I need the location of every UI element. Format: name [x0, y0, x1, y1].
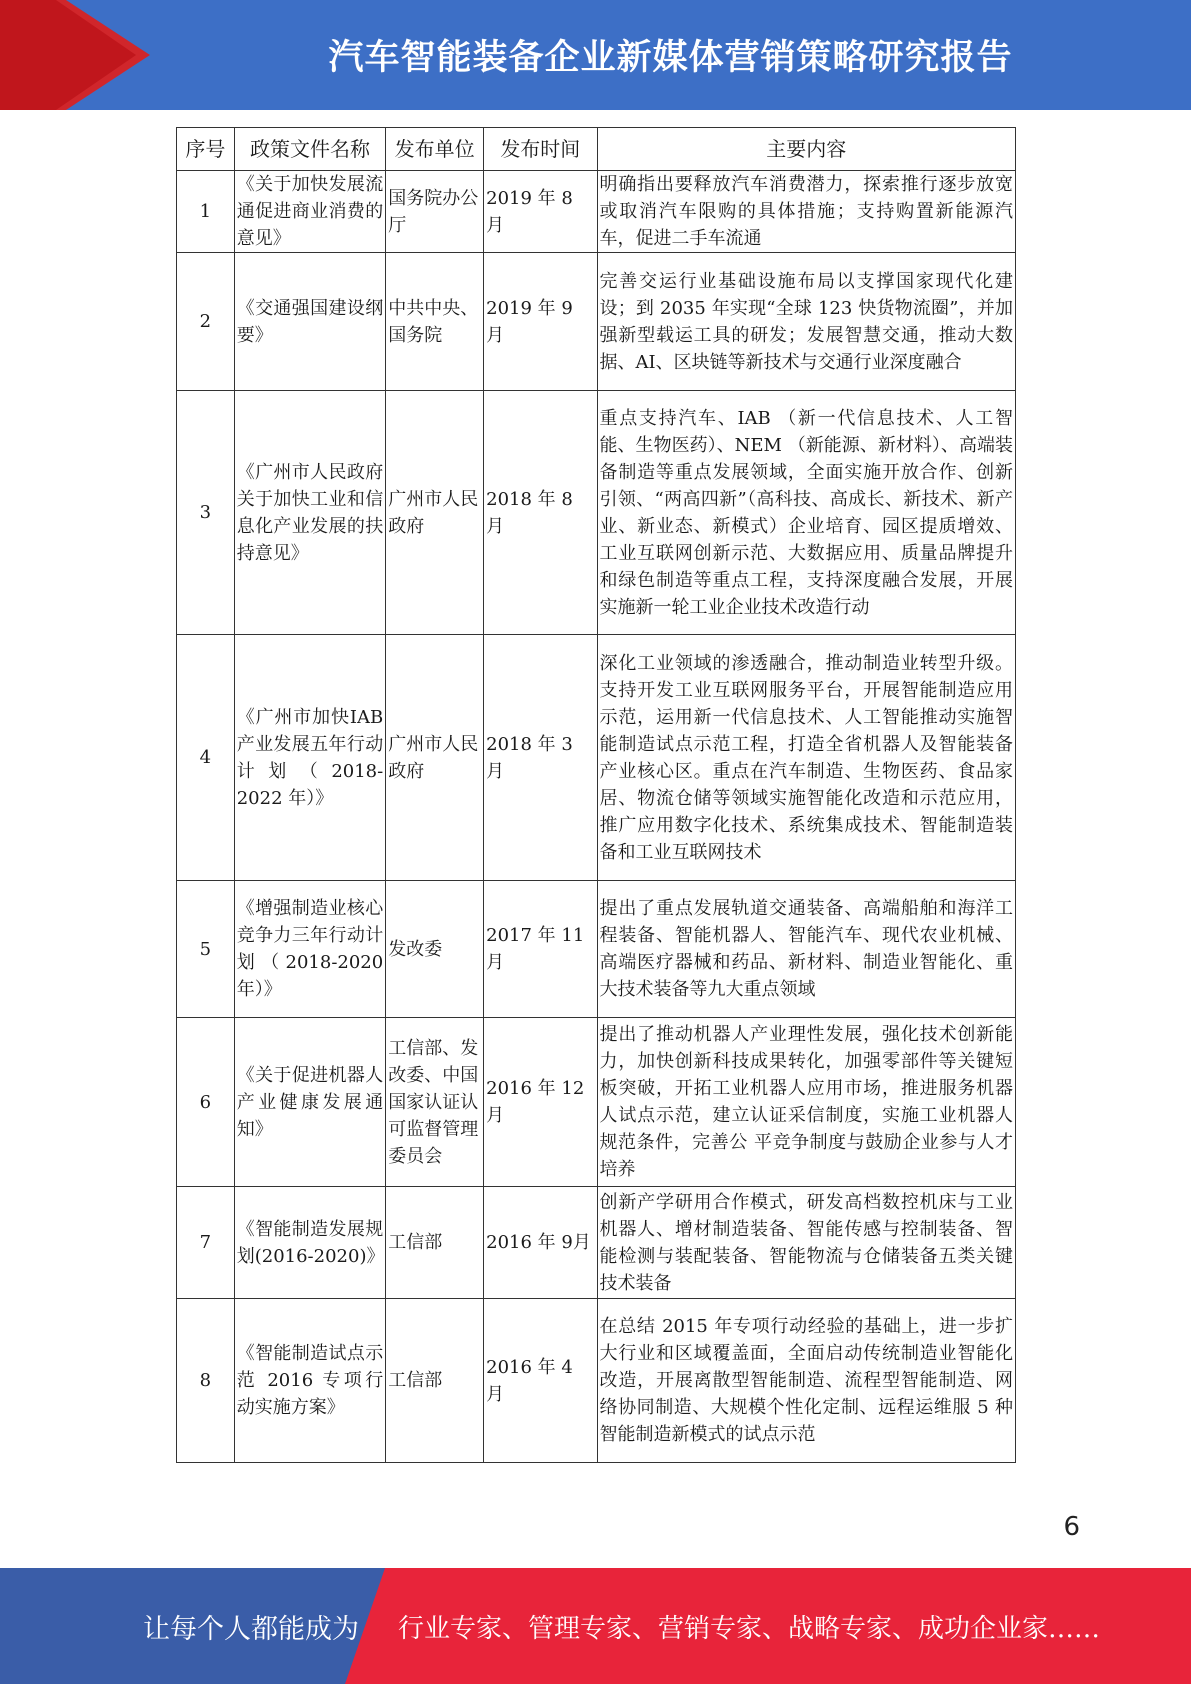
row-content: 在总结 2015 年专项行动经验的基础上，进一步扩大行业和区域覆盖面，全面启动传统制造业智能化改造，开展离散型智能制造、流程型智能制造、网络协同制造、大规模个性化定制、远程运维服 5 种智能制造新模式的试点示范 [597, 1299, 1016, 1463]
report-title: 汽车智能装备企业新媒体营销策略研究报告 [328, 38, 1013, 78]
table-header-row [177, 128, 1016, 171]
header-arrow-decoration-inner [0, 0, 140, 110]
row-date: 2016 年 9月 [484, 1187, 597, 1299]
row-content: 明确指出要释放汽车消费潜力，探索推行逐步放宽或取消汽车限购的具体措施；支持购置新能源汽车，促进二手车流通 [597, 171, 1016, 253]
column-header-content: 主要内容 [597, 128, 1016, 171]
row-content: 提出了推动机器人产业理性发展，强化技术创新能力，加快创新科技成果转化，加强零部件等关键短板突破，开拓工业机器人应用市场，推进服务机器人试点示范，建立认证采信制度，实施工业机器人规范条件，完善公 平竞争制度与鼓励企业参与人才培养 [597, 1018, 1016, 1187]
footer-slogan-right: 行业专家、管理专家、营销专家、战略专家、成功企业家…… [398, 1613, 1101, 1644]
row-date: 2016 年 4 月 [484, 1299, 597, 1463]
table-row [177, 635, 1016, 881]
table-row [177, 171, 1016, 253]
row-name: 《广州市加快IAB 产业发展五年行动计划（2018-2022 年）》 [234, 635, 386, 881]
row-content: 完善交运行业基础设施布局以支撑国家现代化建设；到 2035 年实现“全球 123 快货物流圈”，并加强新型载运工具的研发；发展智慧交通，推动大数据、AI、区块链等新技术与交通行业深度融合 [597, 253, 1016, 391]
row-name: 《广州市人民政府关于加快工业和信息化产业发展的扶持意见》 [234, 391, 386, 635]
table-row [177, 1187, 1016, 1299]
column-header-issuer: 发布单位 [386, 128, 484, 171]
row-date: 2019 年 9 月 [484, 253, 597, 391]
row-content: 创新产学研用合作模式，研发高档数控机床与工业机器人、增材制造装备、智能传感与控制装备、智能检测与装配装备、智能物流与仓储装备五类关键技术装备 [597, 1187, 1016, 1299]
column-header-date: 发布时间 [484, 128, 597, 171]
row-name: 《智能制造试点示范 2016 专项行动实施方案》 [234, 1299, 386, 1463]
page-footer [0, 1568, 1191, 1684]
table-row [177, 253, 1016, 391]
row-issuer: 工信部、发改委、中国国家认证认可监督管理委员会 [386, 1018, 484, 1187]
row-no: 6 [177, 1018, 235, 1187]
row-issuer: 工信部 [386, 1299, 484, 1463]
row-name: 《交通强国建设纲要》 [234, 253, 386, 391]
row-issuer: 中共中央、国务院 [386, 253, 484, 391]
column-header-name: 政策文件名称 [234, 128, 386, 171]
table-row [177, 391, 1016, 635]
row-date: 2018 年 3 月 [484, 635, 597, 881]
row-date: 2019 年 8 月 [484, 171, 597, 253]
row-no: 2 [177, 253, 235, 391]
row-issuer: 广州市人民政府 [386, 635, 484, 881]
row-issuer: 国务院办公厅 [386, 171, 484, 253]
row-no: 5 [177, 881, 235, 1018]
table-row [177, 1299, 1016, 1463]
row-no: 7 [177, 1187, 235, 1299]
row-name: 《增强制造业核心竞争力三年行动计划（2018-2020 年）》 [234, 881, 386, 1018]
table-row [177, 1018, 1016, 1187]
page-number: 6 [1063, 1512, 1080, 1542]
row-date: 2016 年 12 月 [484, 1018, 597, 1187]
row-content: 深化工业领域的渗透融合，推动制造业转型升级。支持开发工业互联网服务平台，开展智能制造应用示范，运用新一代信息技术、人工智能推动实施智能制造试点示范工程，打造全省机器人及智能装备产业核心区。重点在汽车制造、生物医药、食品家居、物流仓储等领域实施智能化改造和示范应用，推广应用数字化技术、系统集成技术、智能制造装备和工业互联网技术 [597, 635, 1016, 881]
row-no: 8 [177, 1299, 235, 1463]
row-issuer: 广州市人民政府 [386, 391, 484, 635]
table-row [177, 881, 1016, 1018]
footer-slogan-left: 让每个人都能成为 [143, 1613, 359, 1645]
page-header [0, 0, 1191, 110]
row-content: 提出了重点发展轨道交通装备、高端船舶和海洋工程装备、智能机器人、智能汽车、现代农业机械、高端医疗器械和药品、新材料、制造业智能化、重大技术装备等九大重点领域 [597, 881, 1016, 1018]
column-header-no: 序号 [177, 128, 235, 171]
row-no: 3 [177, 391, 235, 635]
row-no: 1 [177, 171, 235, 253]
policy-table [176, 127, 1016, 1463]
row-issuer: 发改委 [386, 881, 484, 1018]
row-date: 2017 年 11 月 [484, 881, 597, 1018]
row-name: 《智能制造发展规划(2016-2020)》 [234, 1187, 386, 1299]
row-date: 2018 年 8 月 [484, 391, 597, 635]
policy-table-container [176, 127, 1016, 1463]
row-content: 重点支持汽车、IAB （新一代信息技术、人工智能、生物医药）、NEM （新能源、新材料）、高端装备制造等重点发展领域，全面实施开放合作、创新引领、“两高四新”（高科技、高成长、新技术、新产业、新业态、新模式）企业培育、园区提质增效、工业互联网创新示范、大数据应用、质量品牌提升和绿色制造等重点工程，支持深度融合发展，开展实施新一轮工业企业技术改造行动 [597, 391, 1016, 635]
row-issuer: 工信部 [386, 1187, 484, 1299]
row-name: 《关于加快发展流通促进商业消费的意见》 [234, 171, 386, 253]
row-name: 《关于促进机器人产业健康发展通知》 [234, 1018, 386, 1187]
row-no: 4 [177, 635, 235, 881]
